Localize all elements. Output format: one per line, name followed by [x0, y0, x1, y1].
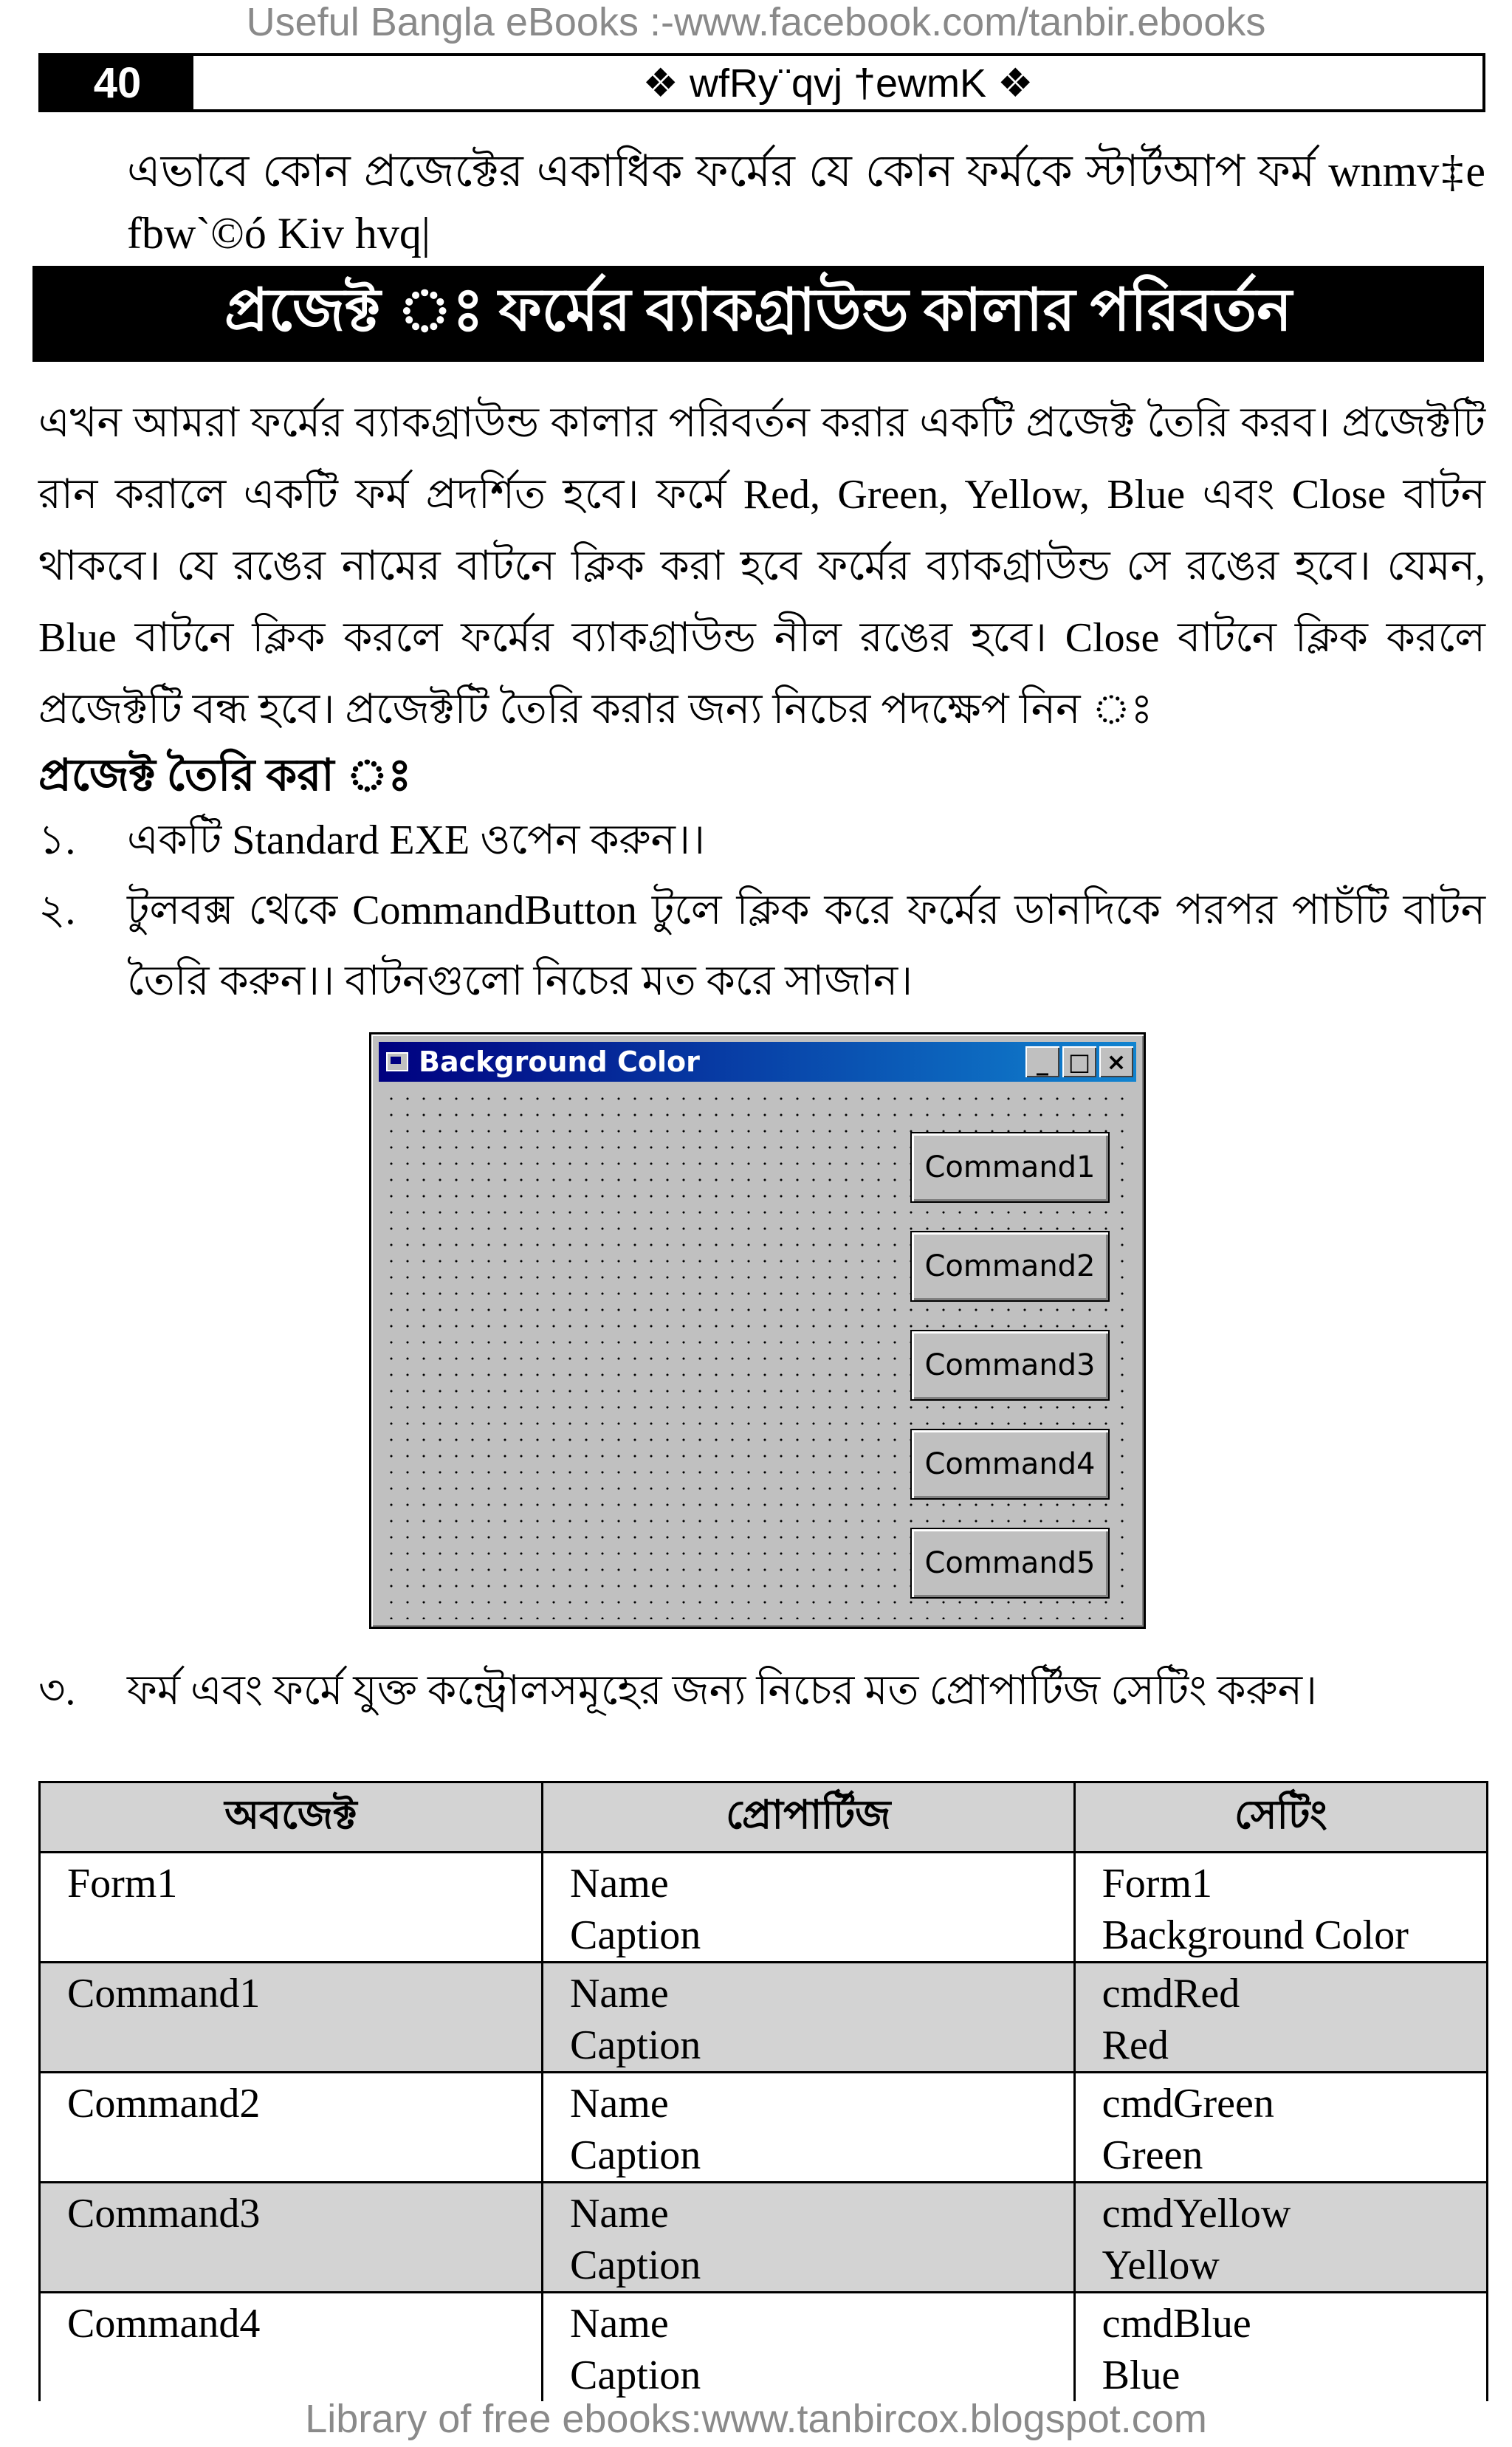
section-title: প্রজেক্ট ঃ ফর্মের ব্যাকগ্রাউন্ড কালার পরিবর্তন [32, 266, 1484, 362]
minimize-button[interactable]: _ [1025, 1046, 1059, 1077]
step-number: ৩. [38, 1668, 76, 1714]
step-text: ফর্ম এবং ফর্মে যুক্ত কন্ট্রোলসমূহের জন্য নিচের মত প্রোপার্টিজ সেটিং করুন। [127, 1668, 1318, 1714]
book-title: ❖ wfRy¨qvj †ewmK ❖ [642, 61, 1034, 106]
command2-button[interactable]: Command2 [910, 1231, 1110, 1302]
page-header [38, 53, 1485, 112]
property-cell: Name Caption [542, 2073, 1074, 2183]
intro-text: এভাবে কোন প্রজেক্টের একাধিক ফর্মের যে কোন ফর্মকে স্টার্টআপ ফর্ম wnmv‡e fbw`©ó Kiv hvq| [127, 147, 1485, 258]
command5-button[interactable]: Command5 [910, 1528, 1110, 1599]
property-cell: Name Caption [542, 2183, 1074, 2293]
property-cell: Name Caption [542, 1853, 1074, 1963]
step-text: একটি Standard EXE ওপেন করুন।। [127, 817, 706, 863]
header-property: প্রোপার্টিজ [542, 1782, 1074, 1853]
window-titlebar[interactable] [379, 1042, 1136, 1082]
close-button[interactable]: × [1099, 1046, 1133, 1077]
header-object: অবজেক্ট [40, 1782, 543, 1853]
table-row [40, 2073, 1488, 2183]
subheading: প্রজেক্ট তৈরি করা ঃ [38, 751, 412, 800]
object-cell: Command3 [40, 2183, 543, 2293]
table-row [40, 2293, 1488, 2402]
step-text: টুলবক্স থেকে CommandButton টুলে ক্লিক করে ফর্মের ডানদিকে পরপর পাচঁটি বাটন তৈরি করুন।। বাটনগুলো নিচের মত করে সাজান। [127, 888, 1485, 1004]
maximize-button[interactable]: □ [1062, 1046, 1096, 1077]
property-cell: Name Caption [542, 2293, 1074, 2402]
form-design-grid [379, 1086, 1136, 1619]
step-number: ২. [38, 888, 76, 933]
page-number: 40 [41, 56, 193, 109]
setting-cell: Form1 Background Color [1074, 1853, 1487, 1963]
object-cell: Command2 [40, 2073, 543, 2183]
property-cell: Name Caption [542, 1963, 1074, 2073]
form-icon [386, 1052, 408, 1071]
header-setting: সেটিং [1074, 1782, 1487, 1853]
table-row [40, 1963, 1488, 2073]
step-number: ১. [38, 817, 76, 863]
setting-cell: cmdGreen Green [1074, 2073, 1487, 2183]
object-cell: Command1 [40, 1963, 543, 2073]
object-cell: Form1 [40, 1853, 543, 1963]
setting-cell: cmdRed Red [1074, 1963, 1487, 2073]
description-paragraph: এখন আমরা ফর্মের ব্যাকগ্রাউন্ড কালার পরিবর্তন করার একটি প্রজেক্ট তৈরি করব। প্রজেক্টটি রান করালে একটি ফর্ম প্রদর্শিত হবে। ফর্মে Red, Green, Yellow, Blue এবং Close বাটন থাকবে। যে রঙের নামের বাটনে ক্লিক করা হবে ফর্মের ব্যাকগ্রাউন্ড সে রঙের হবে। যেমন, Blue বাটনে ক্লিক করলে ফর্মের ব্যাকগ্রাউন্ড নীল রঙের হবে। Close বাটনে ক্লিক করলে প্রজেক্টটি বন্ধ হবে। প্রজেক্টটি তৈরি করার জন্য নিচের পদক্ষেপ নিন ঃ [38, 400, 1485, 732]
object-cell: Command4 [40, 2293, 543, 2402]
setting-cell: cmdBlue Blue [1074, 2293, 1487, 2402]
command4-button[interactable]: Command4 [910, 1429, 1110, 1500]
top-banner: Useful Bangla eBooks :-www.facebook.com/tanbir.ebooks [246, 0, 1266, 44]
window-title: Background Color [419, 1046, 700, 1078]
table-header-row [40, 1782, 1488, 1853]
setting-cell: cmdYellow Yellow [1074, 2183, 1487, 2293]
bottom-banner: Library of free ebooks:www.tanbircox.blogspot.com [305, 2397, 1207, 2441]
table-row [40, 2183, 1488, 2293]
table-row [40, 1853, 1488, 1963]
command1-button[interactable]: Command1 [910, 1132, 1110, 1203]
command3-button[interactable]: Command3 [910, 1330, 1110, 1401]
properties-table [38, 1781, 1488, 2401]
vb-form-window [369, 1032, 1146, 1629]
